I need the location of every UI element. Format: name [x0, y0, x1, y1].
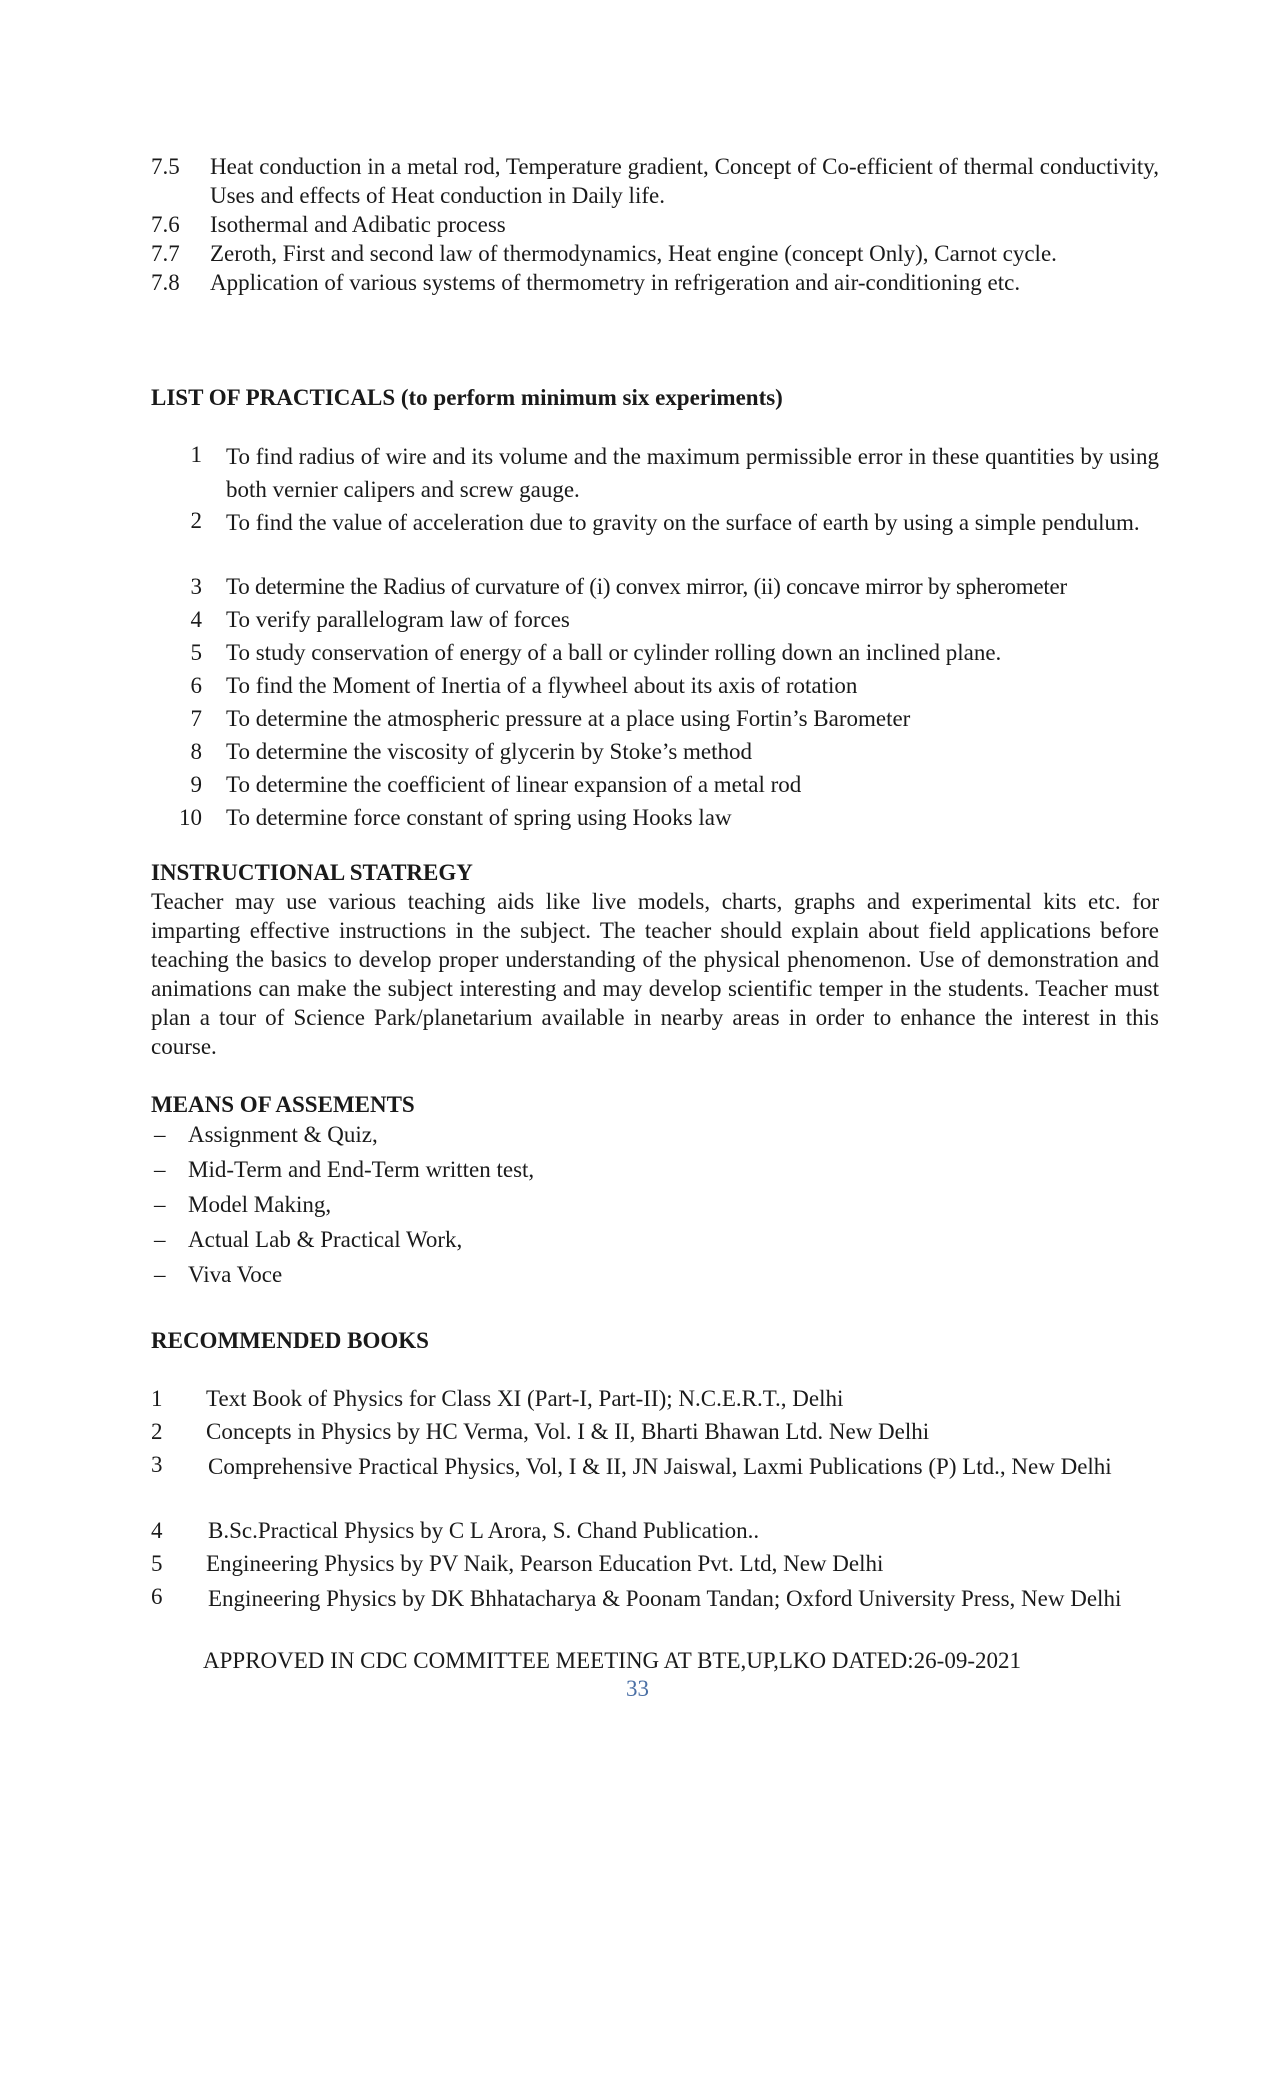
book-item	[151, 1384, 1159, 1413]
practical-item	[170, 737, 1159, 766]
practical-text: To verify parallelogram law of forces	[226, 607, 570, 632]
practical-text: To study conservation of energy of a ball or cylinder rolling down an inclined plane.	[226, 640, 1002, 665]
book-text: Engineering Physics by DK Bhhatacharya & Poonam Tandan; Oxford University Press, New Delhi	[208, 1586, 1122, 1611]
practical-number: 10	[179, 805, 202, 830]
practical-number: 8	[190, 739, 202, 764]
practical-number: 3	[190, 574, 202, 599]
practical-number: 9	[190, 772, 202, 797]
bullet-dash: –	[154, 1227, 166, 1252]
book-item	[151, 1450, 1159, 1483]
book-number: 2	[151, 1419, 163, 1444]
practical-item	[170, 638, 1159, 667]
practical-item	[170, 671, 1159, 700]
practical-number: 1	[190, 442, 202, 467]
practical-item	[170, 440, 1159, 506]
book-text: Text Book of Physics for Class XI (Part-I, Part-II); N.C.E.R.T., Delhi	[206, 1386, 844, 1411]
book-number: 3	[151, 1452, 163, 1477]
assessment-text: Model Making,	[188, 1192, 332, 1217]
practical-text: To determine the atmospheric pressure at a place using Fortin’s Barometer	[226, 706, 911, 731]
practical-text: To find the Moment of Inertia of a flywheel about its axis of rotation	[226, 673, 858, 698]
book-item	[151, 1417, 1159, 1446]
practical-text: To find the value of acceleration due to gravity on the surface of earth by using a simple pendulum.	[226, 510, 1140, 535]
practical-text: To find radius of wire and its volume and the maximum permissible error in these quantities by using both vernier calipers and screw gauge.	[226, 444, 1159, 502]
assessment-text: Actual Lab & Practical Work,	[188, 1227, 463, 1252]
assessment-heading: MEANS OF ASSEMENTS	[151, 1092, 415, 1117]
assessment-item	[151, 1225, 951, 1254]
assessment-item	[151, 1190, 951, 1219]
practical-text: To determine the viscosity of glycerin by Stoke’s method	[226, 739, 753, 764]
section-text: Heat conduction in a metal rod, Temperature gradient, Concept of Co-efficient of thermal conductivity, Uses and effects of Heat conduction in Daily life.	[210, 154, 1159, 208]
book-text: Engineering Physics by PV Naik, Pearson Education Pvt. Ltd, New Delhi	[206, 1551, 884, 1576]
practical-item	[170, 572, 1159, 601]
section-text: Zeroth, First and second law of thermodynamics, Heat engine (concept Only), Carnot cycle.	[210, 241, 1057, 266]
book-item	[151, 1549, 1159, 1578]
book-number: 1	[151, 1386, 163, 1411]
book-number: 4	[151, 1518, 163, 1543]
section-item-7-5	[151, 152, 1159, 210]
section-number: 7.5	[151, 154, 180, 179]
section-number: 7.8	[151, 270, 180, 295]
book-number: 6	[151, 1584, 163, 1609]
book-text: Comprehensive Practical Physics, Vol, I & II, JN Jaiswal, Laxmi Publications (P) Ltd., New Delhi	[208, 1454, 1112, 1479]
practical-text: To determine force constant of spring using Hooks law	[226, 805, 732, 830]
practical-text: To determine the Radius of curvature of (i) convex mirror, (ii) concave mirror by spherometer	[226, 574, 1067, 599]
practical-item	[170, 605, 1159, 634]
practical-number: 7	[190, 706, 202, 731]
assessment-item	[151, 1260, 951, 1289]
strategy-heading: INSTRUCTIONAL STATREGY	[151, 860, 473, 885]
practical-item	[170, 803, 1159, 832]
practical-text: To determine the coefficient of linear expansion of a metal rod	[226, 772, 802, 797]
assessment-item	[151, 1120, 951, 1149]
section-text: Application of various systems of thermometry in refrigeration and air-conditioning etc.	[210, 270, 1021, 295]
book-item	[151, 1582, 1159, 1615]
practical-number: 4	[190, 607, 202, 632]
practical-item	[170, 704, 1159, 733]
practical-item	[170, 770, 1159, 799]
assessment-text: Assignment & Quiz,	[188, 1122, 378, 1147]
practical-number: 2	[190, 508, 202, 533]
section-text: Isothermal and Adibatic process	[210, 212, 506, 237]
approval-footer: APPROVED IN CDC COMMITTEE MEETING AT BTE,UP,LKO DATED:26-09-2021	[203, 1648, 1021, 1673]
bullet-dash: –	[154, 1157, 166, 1182]
section-item-7-8	[151, 268, 1159, 297]
bullet-dash: –	[154, 1122, 166, 1147]
section-number: 7.6	[151, 212, 180, 237]
books-heading: RECOMMENDED BOOKS	[151, 1328, 429, 1353]
section-number: 7.7	[151, 241, 180, 266]
book-number: 5	[151, 1551, 163, 1576]
assessment-item	[151, 1155, 951, 1184]
assessment-text: Mid-Term and End-Term written test,	[188, 1157, 535, 1182]
practical-number: 5	[190, 640, 202, 665]
book-item	[151, 1516, 1159, 1545]
practicals-heading: LIST OF PRACTICALS (to perform minimum six experiments)	[151, 385, 783, 410]
practical-item	[170, 506, 1159, 539]
book-text: B.Sc.Practical Physics by C L Arora, S. Chand Publication..	[208, 1518, 760, 1543]
page-number: 33	[626, 1676, 649, 1701]
book-text: Concepts in Physics by HC Verma, Vol. I & II, Bharti Bhawan Ltd. New Delhi	[206, 1419, 930, 1444]
section-item-7-6	[151, 210, 1159, 239]
strategy-paragraph: Teacher may use various teaching aids like live models, charts, graphs and experimental kits etc. for imparting effective instructions in the subject. The teacher should explain about field applications before teaching the basics to develop proper understanding of the physical phenomenon. Use of demonstration and animations can make the subject interesting and may develop scientific temper in the students. Teacher must plan a tour of Science Park/planetarium available in nearby areas in order to enhance the interest in this course.	[151, 889, 1159, 1059]
bullet-dash: –	[154, 1192, 166, 1217]
bullet-dash: –	[154, 1262, 166, 1287]
assessment-text: Viva Voce	[188, 1262, 283, 1287]
practical-number: 6	[190, 673, 202, 698]
section-item-7-7	[151, 239, 1159, 268]
